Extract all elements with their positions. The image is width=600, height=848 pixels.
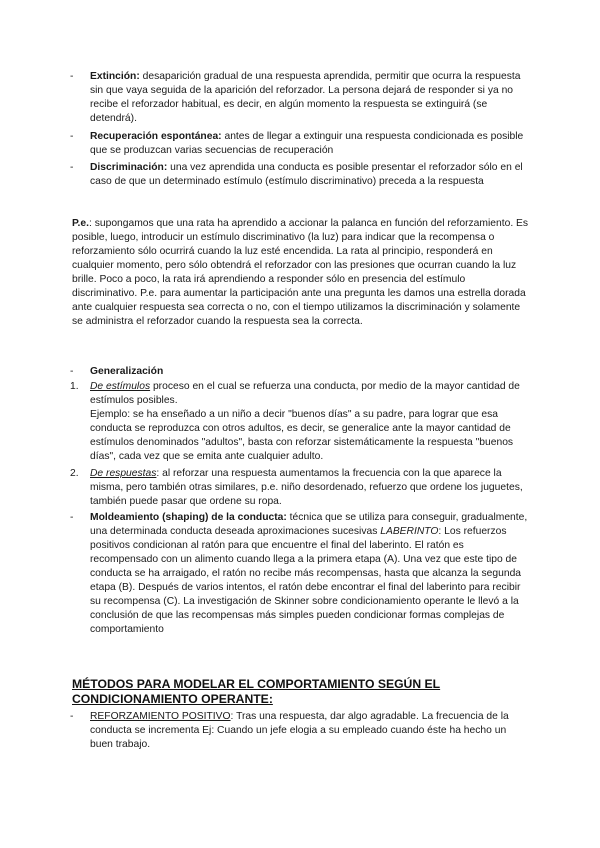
bullet-marker: - [70,512,74,523]
bullet-marker: - [70,366,74,377]
definition-moldeamiento: técnica que se utiliza para conseguir, gradualmente, una determinada conducta deseada aproximaciones sucesivas [90,512,528,537]
term-discriminacion: Discriminación: [90,162,168,173]
bullet-marker: - [70,131,74,142]
section-heading: MÉTODOS PARA MODELAR EL COMPORTAMIENTO SEGÚN EL CONDICIONAMIENTO OPERANTE: [72,677,441,706]
bullet-marker: - [70,711,74,722]
number-marker: 2. [70,468,79,479]
example-label: P.e. [72,218,89,229]
term-separator: : [136,71,140,82]
definition-discriminacion: una vez aprendida una conducta es posible presentar el reforzador sólo en el caso de que un determinado estímulo (estímulo discriminativo) preceda a la respuesta [90,162,523,187]
definition-reforzamiento-positivo: : Tras una respuesta, dar algo agradable. La frecuencia de la conducta se incrementa Ej: Cuando un jefe elogia a su empleado cuando éste ha hecho un buen trabajo. [90,711,509,750]
term-extincion: Extinción [90,71,137,82]
term-moldeamiento: Moldeamiento (shaping) de la conducta: [90,512,287,523]
generalizacion-item-estimulos [70,380,530,464]
laberinto-label: LABERINTO [380,526,439,537]
example-text: : supongamos que una rata ha aprendido a accionar la palanca en función del reforzamiento. Es posible, luego, introducir un estímulo discriminativo (la luz) para indicar que la recompensa o reforzamiento sólo ocurrirá cuando la luz esté encendida. La rata al principio, responderá en cualquier momento, pero sólo obtendrá el reforzador con las presiones que ocurran cuando la luz brille. Poco a poco, la rata irá aprendiendo a responder sólo en presencia del estímulo discriminativo. P.e. para aumentar la participación ante una pregunta les damos una estrella dorada ante cualquier respuesta sea correcta o no, con el tiempo utilizamos la discriminación y solamente se administra el reforzador cuando la respuesta sea la correcta. [72,218,529,327]
definition-recuperacion: antes de llegar a extinguir una respuesta condicionada es posible que se produzcan varias secuencias de recuperación [90,131,524,156]
definition-de-respuestas: : al reforzar una respuesta aumentamos la frecuencia con la que aparece la misma, pero también otras similares, p.e. niño desordenado, refuerzo que ordene los juguetes, también puede pasar que ordene su ropa. [90,468,523,507]
definition-extincion: desaparición gradual de una respuesta aprendida, permitir que ocurra la respuesta sin que vaya seguida de la aparición del reforzador. La persona dejará de responder si ya no recibe el reforzador habitual, es decir, en algún momento la respuesta se extinguirá (se detendrá). [90,71,521,124]
number-marker: 1. [70,381,79,392]
term-de-respuestas: De respuestas [90,468,157,479]
list-item-recuperacion [70,130,530,158]
list-item-reforzamiento-positivo [70,710,530,752]
list-item-discriminacion [70,161,530,189]
term-recuperacion: Recuperación espontánea: [90,131,222,142]
generalizacion-item-respuestas [70,467,530,509]
laberinto-description: : Los refuerzos positivos condicionan al ratón para que encuentre el final del laberinto. El ratón es recompensado con un alimento cuando llega a la primera etapa (A). Una vez que este tipo de conducta se ha arraigado, el ratón no recibe más recompensas, hasta que alcanza la segunda etapa (B). Después de varios intentos, el ratón debe encontrar el final del laberinto para recibir su recompensa (C). La investigación de Skinner sobre condicionamiento operante le llevó a la conclusión de que las recompensas más simples pueden condicionar formas complejas de comportamiento [90,526,522,635]
definition-de-estimulos: proceso en el cual se refuerza una conducta, por medio de la mayor cantidad de estímulos posibles. [90,381,520,406]
bullet-marker: - [70,71,74,82]
example-paragraph [72,217,530,329]
generalizacion-heading [70,365,530,379]
term-de-estimulos: De estímulos [90,381,151,392]
generalizacion-title: Generalización [90,366,164,377]
list-item-moldeamiento [70,511,530,637]
example-de-estimulos: Ejemplo: se ha enseñado a un niño a decir "buenos días" a su padre, para lograr que esa conducta se reproduzca con otros adultos, es decir, se generalice ante la mayor cantidad de estímulos denominados "adultos", basta con reforzar sistemáticamente la respuesta "buenos días", cada vez que se emita ante cualquier adulto. [90,409,514,462]
bullet-marker: - [70,162,74,173]
list-item-extincion [70,70,530,126]
term-reforzamiento-positivo: REFORZAMIENTO POSITIVO [90,711,231,722]
